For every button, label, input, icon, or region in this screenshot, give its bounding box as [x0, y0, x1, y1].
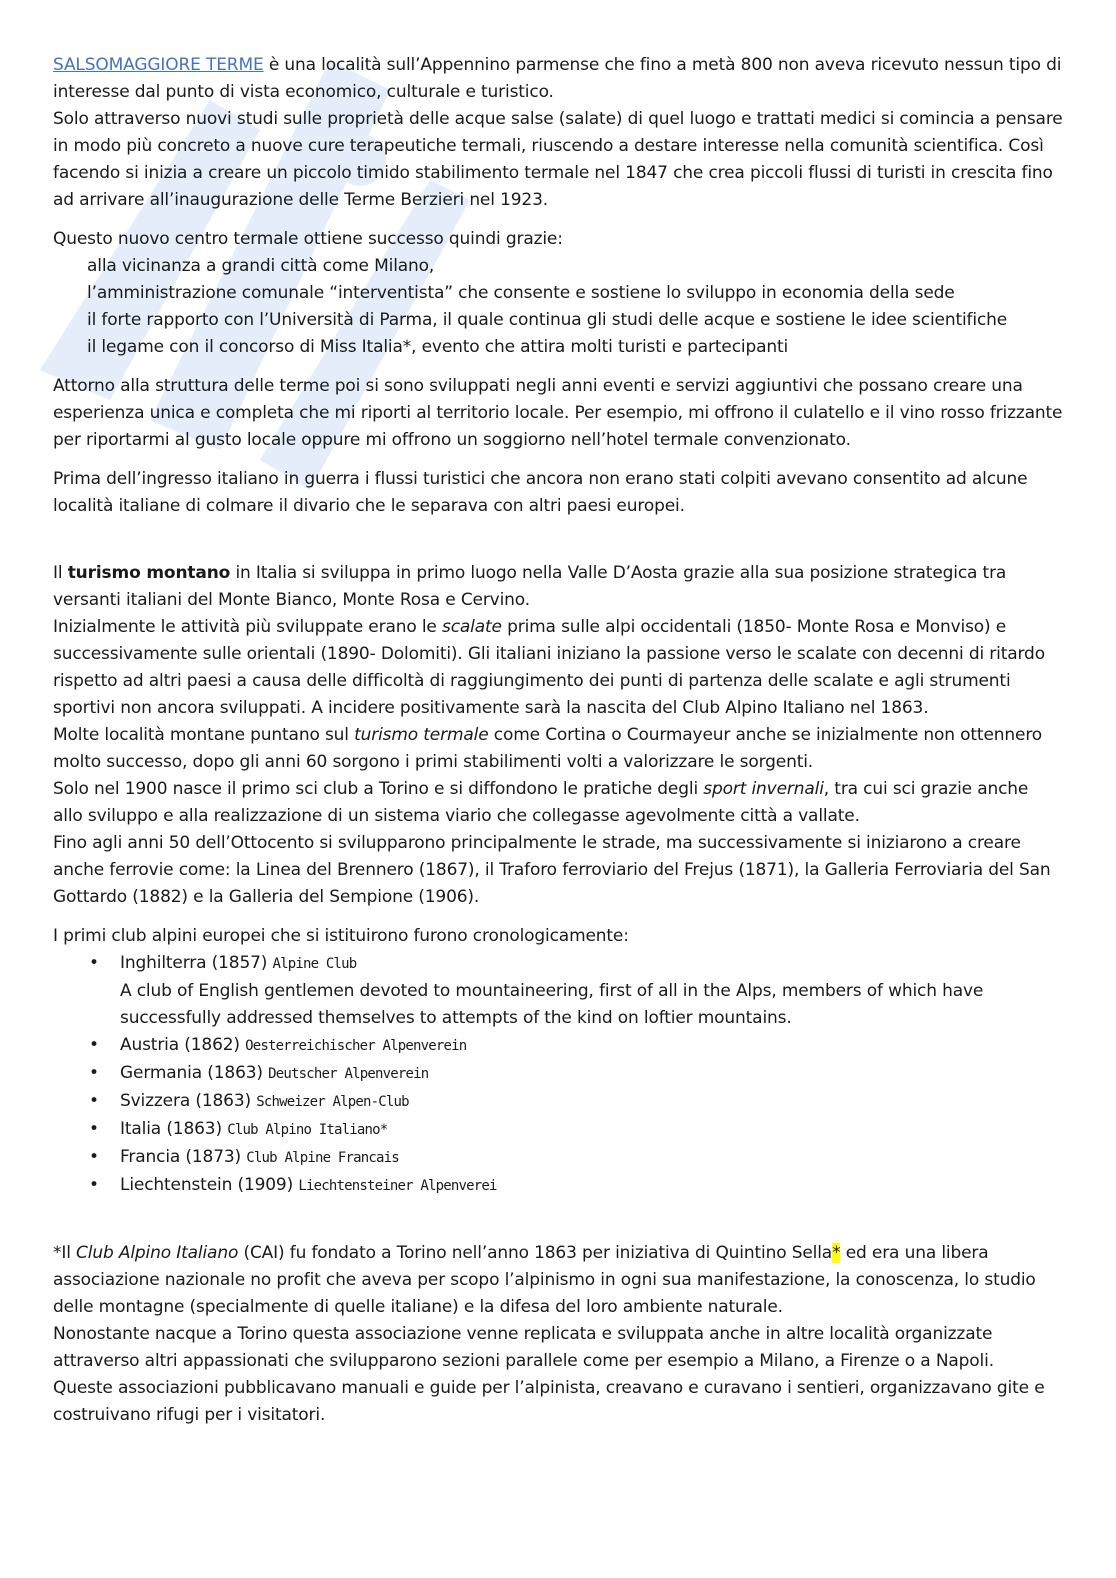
montano-paragraph-2: Inizialmente le attività più sviluppate erano le scalate prima sulle alpi occidentali (1850- Monte Rosa e Monviso) e successivamente sulle orientali (1890- Dolomiti). Gli italiani iniziano la passione verso le scalate con decenni di ritardo rispetto ad altri paesi a causa delle difficoltà di raggiungimento dei punti di partenza delle scalate e agli strumenti sportivi non ancora sviluppati. A incidere positivamente sarà la nascita del Club Alpino Italiano nel 1863. [53, 617, 1045, 718]
cai-paragraph-3: Queste associazioni pubblicavano manuali e guide per l’alpinista, creavano e curavano i sentieri, organizzavano gite e costruivano rifugi per i visitatori. [53, 1378, 1045, 1425]
salso-paragraph-4: Prima dell’ingresso italiano in guerra i flussi turistici che ancora non erano stati colpiti avevano consentito ad alcune località italiane di colmare il divario che le separava con altri paesi europei. [53, 469, 1028, 516]
list-item: alla vicinanza a grandi città come Milano, [87, 256, 435, 276]
salsomaggiore-link[interactable]: SALSOMAGGIORE TERME [53, 55, 264, 75]
bullet-icon: • [89, 1119, 99, 1139]
bullet-icon: • [89, 1175, 99, 1195]
list-item: • Svizzera (1863) Schweizer Alpen-Club [53, 1088, 1063, 1116]
montano-paragraph-4: Solo nel 1900 nasce il primo sci club a Torino e si diffondono le pratiche degli sport invernali, tra cui sci grazie anche allo sviluppo e alla realizzazione di un sistema viario che collegasse agevolmente città a vallate. [53, 779, 1029, 826]
salso-reasons-list [87, 253, 1063, 361]
list-item: l’amministrazione comunale “interventista” che consente e sostiene lo sviluppo in economia della sede [87, 283, 955, 303]
list-item: il legame con il concorso di Miss Italia*, evento che attira molti turisti e partecipanti [87, 337, 789, 357]
bullet-icon: • [89, 1147, 99, 1167]
list-item: • Liechtenstein (1909) Liechtensteiner Alpenverei [53, 1172, 1063, 1200]
bullet-icon: • [89, 1091, 99, 1111]
list-item: il forte rapporto con l’Università di Parma, il quale continua gli studi delle acque e sostiene le idee scientifiche [87, 310, 1008, 330]
salso-paragraph-2: Solo attraverso nuovi studi sulle proprietà delle acque salse (salate) di quel luogo e trattati medici si comincia a pensare in modo più concreto a nuove cure terapeutiche termali, riuscendo a destare interesse nella comunità scientifica. Così facendo si inizia a creare un piccolo timido stabilimento termale nel 1847 che crea piccoli flussi di turisti in crescita fino ad arrivare all’inaugurazione delle Terme Berzieri nel 1923. [53, 109, 1063, 210]
highlighted-asterisk: * [832, 1243, 841, 1263]
bullet-icon: • [89, 1063, 99, 1083]
list-item: • Austria (1862) Oesterreichischer Alpenverein [53, 1032, 1063, 1060]
document-page [53, 52, 1063, 1429]
montano-paragraph-5: Fino agli anni 50 dell’Ottocento si svilupparono principalmente le strade, ma successivamente si iniziarono a creare anche ferrovie come: la Linea del Brennero (1867), il Traforo ferroviario del Frejus (1871), la Galleria Ferroviaria del San Gottardo (1882) e la Galleria del Sempione (1906). [53, 833, 1051, 907]
clubs-intro: I primi club alpini europei che si istituirono furono cronologicamente: [53, 926, 629, 946]
montano-paragraph-3: Molte località montane puntano sul turismo termale come Cortina o Courmayeur anche se inizialmente non ottennero molto successo, dopo gli anni 60 sorgono i primi stabilimenti volti a valorizzare le sorgenti. [53, 725, 1043, 772]
list-item: • Italia (1863) Club Alpino Italiano* [53, 1116, 1063, 1144]
list-item: • Germania (1863) Deutscher Alpenverein [53, 1060, 1063, 1088]
cai-paragraph-1: *Il Club Alpino Italiano (CAI) fu fondato a Torino nell’anno 1863 per iniziativa di Quintino Sella* ed era una libera associazione nazionale no profit che aveva per scopo l’alpinismo in ogni sua manifestazione, la conoscenza, lo studio delle montagne (specialmente di quelle italiane) e la difesa del loro ambiente naturale. [53, 1243, 1036, 1317]
clubs-list [53, 950, 1063, 1200]
bullet-icon: • [89, 953, 99, 973]
salso-paragraph-3: Attorno alla struttura delle terme poi si sono sviluppati negli anni eventi e servizi aggiuntivi che possano creare una esperienza unica e completa che mi riporti al territorio locale. Per esempio, mi offrono il culatello e il vino rosso frizzante per riportarmi al gusto locale oppure mi offrono un soggiorno nell’hotel termale convenzionato. [53, 376, 1063, 450]
cai-paragraph-2: Nonostante nacque a Torino questa associazione venne replicata e sviluppata anche in altre località organizzate attraverso altri appassionati che svilupparono sezioni parallele come per esempio a Milano, a Firenze o a Napoli. [53, 1324, 994, 1371]
list-item: • Francia (1873) Club Alpine Francais [53, 1144, 1063, 1172]
turismo-montano-heading: turismo montano [67, 563, 231, 583]
montano-paragraph-1: Il turismo montano in Italia si sviluppa in primo luogo nella Valle D’Aosta grazie alla sua posizione strategica tra versanti italiani del Monte Bianco, Monte Rosa e Cervino. [53, 563, 1007, 610]
club-description: A club of English gentlemen devoted to mountaineering, first of all in the Alps, members of which have successfully addressed themselves to attempts of the kind on loftier mountains. [120, 981, 984, 1028]
salso-paragraph-1: SALSOMAGGIORE TERME è una località sull’Appennino parmense che fino a metà 800 non aveva ricevuto nessun tipo di interesse dal punto di vista economico, culturale e turistico. [53, 55, 1062, 102]
bullet-icon: • [89, 1035, 99, 1055]
salso-reasons-intro: Questo nuovo centro termale ottiene successo quindi grazie: [53, 229, 563, 249]
list-item: • Inghilterra (1857) Alpine Club A club of English gentlemen devoted to mountaineering, first of all in the Alps, members of which have successfully addressed themselves to attempts of the kind on loftier mountains. [53, 950, 1063, 1032]
